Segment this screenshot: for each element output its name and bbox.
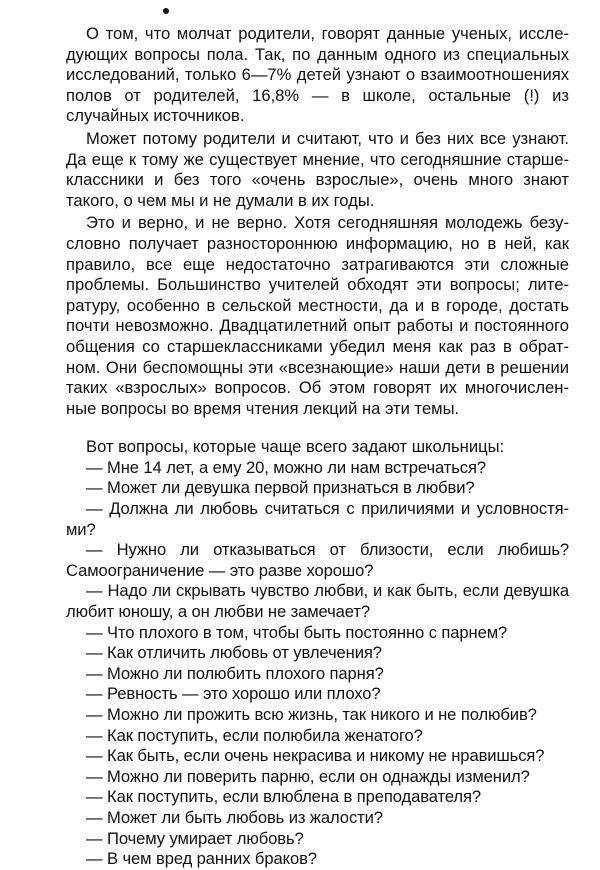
question-item: — Почему умирает любовь? [86, 828, 304, 848]
questions-intro: Вот вопросы, которые чаще всего задают школьницы: [86, 437, 505, 457]
question-item: — Можно ли поверить парню, если он однажды изменил? [86, 766, 530, 786]
question-item: — Как отличить любовь от увлечения? [86, 643, 382, 663]
question-item: — Ревность — это хорошо или плохо? [86, 684, 381, 704]
question-item: — Надо ли скрывать чувство любви, и как быть, если девушка любит юношу, а он любви не замечает? [66, 581, 569, 622]
question-item: — Как поступить, если полюбила женатого? [86, 725, 423, 745]
question-item: — Может ли быть любовь из жалости? [86, 807, 383, 827]
print-speck [163, 8, 169, 14]
question-item: — В чем вред ранних браков? [86, 849, 317, 869]
questions-list [66, 437, 569, 869]
paragraph-1: О том, что молчат родители, говорят данные ученых, исследующих вопросы пола. Так, по данным одного из специальных исследований, только 6—7% детей узнают о взаимоотношениях полов от родителей, 16,8% — в школе, остальные (!) из случайных источников. [66, 24, 569, 126]
question-item: — Может ли девушка первой признаться в любви? [86, 478, 475, 498]
question-item: — Нужно ли отказываться от близости, если любишь? Самоограничение — это разве хорошо? [66, 540, 569, 580]
paragraph-2: Может потому родители и считают, что и без них все узнают. Да еще к тому же существует мнение, что сегодняшние старшеклассники и без того «очень взрослые», очень много знают такого, о чем мы и не думали в их годы. [66, 128, 569, 210]
book-page [66, 24, 569, 870]
question-item: — Мне 14 лет, а ему 20, можно ли нам встречаться? [86, 457, 487, 477]
question-item: — Что плохого в том, чтобы быть постоянно с парнем? [86, 622, 508, 642]
question-item: — Можно ли полюбить плохого парня? [86, 663, 384, 683]
question-item: — Можно ли прожить всю жизнь, так никого и не полюбив? [86, 705, 537, 724]
question-item: — Как быть, если очень некрасива и никому не нравишься? [86, 746, 545, 766]
question-item: — Как поступить, если влюблена в преподавателя? [86, 787, 482, 807]
paragraph-3: Это и верно, и не верно. Хотя сегодняшняя молодежь безусловно получает разностороннюю информацию, но в ней, как правило, все еще недостаточно затрагиваются эти сложные проблемы. Большинство учителей обходят эти вопросы; литературу, особенно в сельской местности, да и в городе, достать почти невозможно. Двадцатилетний опыт работы и постоянного общения со старшеклассниками убедил меня как раз в обратном. Они беспомощны эти «всезнающие» наши дети в решении таких «взрослых» вопросов. Об этом говорят их многочисленные вопросы во время чтения лекций на эти темы. [66, 213, 569, 418]
question-item: — Должна ли любовь считаться с приличиями и условностями? [66, 499, 569, 539]
